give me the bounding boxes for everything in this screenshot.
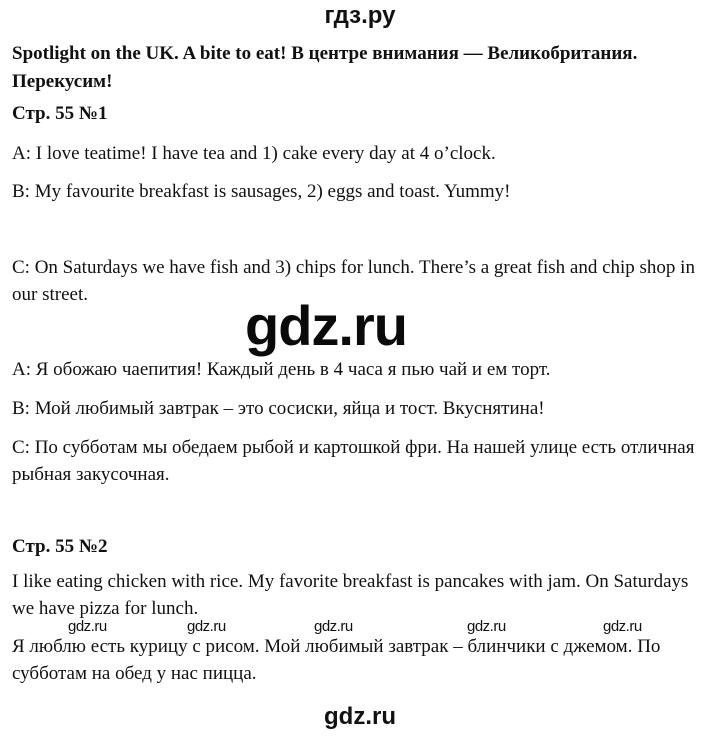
page-title: Spotlight on the UK. A bite to eat! В центре внимания — Великобритания. Перекусим!: [12, 43, 638, 92]
russian-line-a: А: Я обожаю чаепития! Каждый день в 4 часа я пью чай и ем торт.: [12, 359, 551, 380]
russian-line-c: С: По субботам мы обедаем рыбой и картошкой фри. На нашей улице есть отличная рыбная закусочная.: [12, 437, 695, 485]
watermark-small: gdz.ru: [467, 618, 506, 635]
russian-line-b: В: Мой любимый завтрак – это сосиски, яйца и тост. Вкуснятина!: [12, 398, 545, 419]
watermark-bottom: gdz.ru: [324, 703, 396, 730]
russian-paragraph: Я люблю есть курицу с рисом. Мой любимый завтрак – блинчики с джемом. По субботам на обед у нас пицца.: [12, 636, 661, 684]
watermark-small: gdz.ru: [187, 618, 226, 635]
english-line-a: A: I love teatime! I have tea and 1) cake every day at 4 o’clock.: [12, 143, 496, 164]
watermark-small: gdz.ru: [314, 618, 353, 635]
watermark-small: gdz.ru: [68, 618, 107, 635]
english-paragraph: I like eating chicken with rice. My favorite breakfast is pancakes with jam. On Saturdays we have pizza for lunch.: [12, 571, 689, 619]
watermark-small: gdz.ru: [603, 618, 642, 635]
english-line-b: B: My favourite breakfast is sausages, 2) eggs and toast. Yummy!: [12, 181, 511, 202]
watermark-top: гдз.ру: [324, 2, 396, 29]
english-line-c: C: On Saturdays we have fish and 3) chips for lunch. There’s a great fish and chip shop in our street.: [12, 257, 695, 305]
section-1-header: Стр. 55 №1: [12, 103, 108, 124]
section-2-header: Стр. 55 №2: [12, 536, 108, 557]
watermark-large: gdz.ru: [245, 294, 407, 357]
